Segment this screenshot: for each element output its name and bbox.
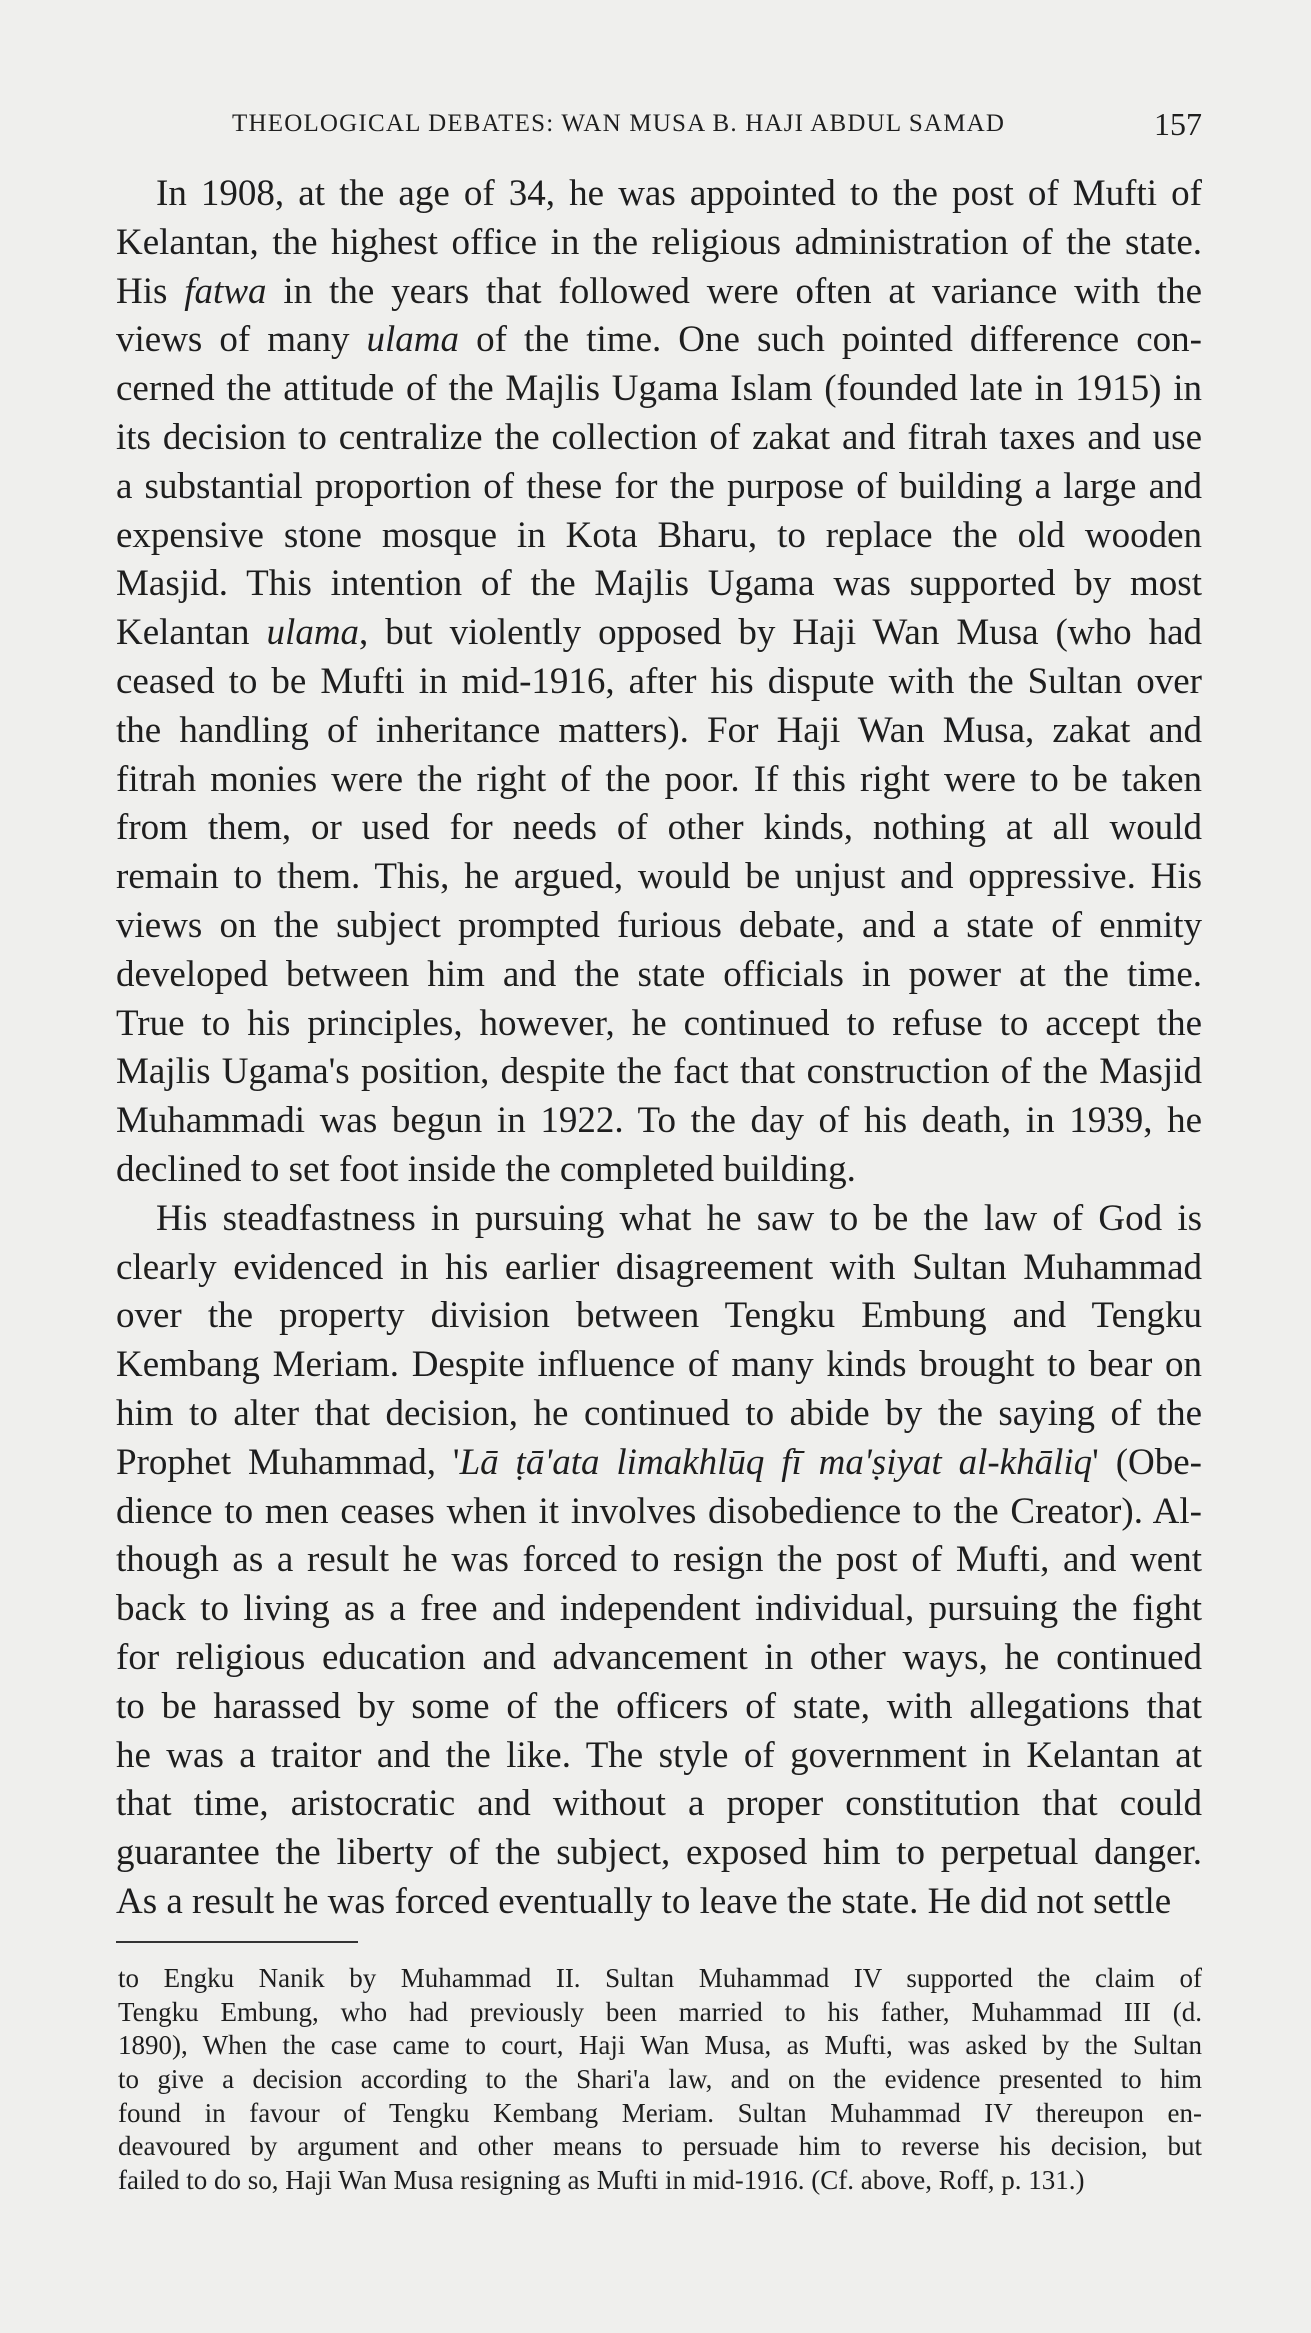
text-segment: in the years that followed were often at variance with the — [266, 270, 1203, 312]
text-line — [116, 658, 1202, 707]
text-segment: though as a result he was forced to resign the post of Mufti, and went — [116, 1539, 1202, 1581]
text-line — [116, 756, 1202, 805]
text-segment: In 1908, at the age of 34, he was appointed to the post of Mufti of — [156, 173, 1202, 214]
text-segment: expensive stone mosque in Kota Bharu, to replace the old wooden — [116, 514, 1202, 556]
text-line — [116, 1536, 1202, 1585]
text-line — [116, 1683, 1202, 1732]
running-head: THEOLOGICAL DEBATES: WAN MUSA B. HAJI ABDUL SAMAD — [232, 110, 1006, 137]
text-segment: from them, or used for needs of other kinds, nothing at all would — [116, 807, 1202, 849]
footnote-rule — [116, 1941, 358, 1943]
text-line — [116, 853, 1202, 902]
text-line — [116, 1439, 1202, 1488]
text-segment: the handling of inheritance matters). For Haji Wan Musa, zakat and — [116, 709, 1202, 751]
text-line — [116, 1732, 1202, 1781]
text-line — [116, 1878, 1202, 1927]
text-segment: dience to men ceases when it involves disobedience to the Creator). Al- — [116, 1490, 1202, 1532]
text-segment: of the time. One such pointed difference con- — [459, 319, 1202, 361]
text-segment: His steadfastness in pursuing what he saw to be the law of God is — [156, 1197, 1202, 1239]
text-segment: Masjid. This intention of the Majlis Ugama was supported by most — [116, 563, 1202, 605]
footnote-line: failed to do so, Haji Wan Musa resigning as Mufti in mid-1916. (Cf. above, Roff, p. 131.) — [118, 2165, 1085, 2196]
text-line — [116, 1097, 1202, 1146]
page-number: 157 — [1154, 106, 1202, 142]
text-line — [116, 1000, 1202, 1049]
text-line — [116, 1488, 1202, 1537]
text-segment: back to living as a free and independent individual, pursuing the fight — [116, 1588, 1202, 1630]
text-segment: that time, aristocratic and without a proper constitution that could — [116, 1783, 1202, 1825]
text-segment: cerned the attitude of the Majlis Ugama Islam (founded late in 1915) in — [116, 368, 1202, 410]
text-line — [116, 1244, 1202, 1293]
text-segment: he was a traitor and the like. The style of government in Kelantan at — [116, 1734, 1202, 1776]
italic-term: Lā ṭā'ata limakhlūq fī ma'ṣiyat al-khāliq — [459, 1441, 1093, 1483]
text-segment: As a result he was forced eventually to leave the state. He did not settle — [116, 1880, 1172, 1922]
text-line — [116, 1048, 1202, 1097]
text-segment: clearly evidenced in his earlier disagreement with Sultan Muhammad — [116, 1246, 1202, 1288]
text-line — [116, 560, 1202, 609]
text-line — [116, 804, 1202, 853]
text-segment: him to alter that decision, he continued to abide by the saying of the — [116, 1392, 1202, 1434]
text-segment: His — [116, 270, 185, 312]
text-segment: Majlis Ugama's position, despite the fact that construction of the Masjid — [116, 1051, 1202, 1093]
body-text — [116, 170, 1202, 1927]
text-segment: for religious education and advancement in other ways, he continued — [116, 1636, 1202, 1678]
text-segment: its decision to centralize the collection of zakat and fitrah taxes and use — [116, 416, 1202, 458]
text-segment: over the property division between Tengku Embung and Tengku — [116, 1295, 1202, 1337]
text-segment: views on the subject prompted furious debate, and a state of enmity — [116, 904, 1202, 946]
text-line — [116, 1829, 1202, 1878]
text-line — [116, 1390, 1202, 1439]
text-line — [116, 316, 1202, 365]
text-segment: fitrah monies were the right of the poor. If this right were to be taken — [116, 758, 1202, 800]
italic-term: ulama — [366, 319, 460, 361]
text-line — [116, 414, 1202, 463]
text-line — [116, 1780, 1202, 1829]
footnote-line: Tengku Embung, who had previously been married to his father, Muhammad III (d. — [118, 1996, 1202, 2027]
text-line — [116, 268, 1202, 317]
text-line — [116, 1585, 1202, 1634]
text-line — [116, 219, 1202, 268]
footnote-line: to Engku Nanik by Muhammad II. Sultan Muhammad IV supported the claim of — [118, 1963, 1202, 1993]
page-header — [232, 106, 1202, 146]
footnote-line: deavoured by argument and other means to persuade him to reverse his decision, but — [118, 2131, 1202, 2162]
text-segment: views of many — [116, 319, 367, 361]
text-segment: declined to set foot inside the completed building. — [116, 1148, 856, 1190]
text-segment: Muhammadi was begun in 1922. To the day of his death, in 1939, he — [116, 1100, 1202, 1142]
text-line — [116, 609, 1202, 658]
footnote — [118, 1962, 1202, 2198]
italic-term: fatwa — [184, 270, 267, 312]
text-line — [116, 463, 1202, 512]
text-line — [116, 1195, 1202, 1244]
text-segment: remain to them. This, he argued, would be unjust and oppressive. His — [116, 856, 1202, 898]
footnote-line: 1890), When the case came to court, Haji Wan Musa, as Mufti, was asked by the Sultan — [118, 2030, 1202, 2061]
italic-term: ulama — [266, 612, 360, 654]
footnote-line: to give a decision according to the Shari'a law, and on the evidence presented to him — [118, 2064, 1202, 2095]
footnote-line: found in favour of Tengku Kembang Meriam. Sultan Muhammad IV thereupon en- — [118, 2097, 1202, 2128]
text-segment: True to his principles, however, he continued to refuse to accept the — [116, 1002, 1202, 1044]
text-line — [116, 1341, 1202, 1390]
text-segment: ceased to be Mufti in mid-1916, after his dispute with the Sultan over — [116, 660, 1202, 702]
text-line — [116, 1146, 1202, 1195]
text-line — [116, 902, 1202, 951]
text-line — [116, 512, 1202, 561]
text-segment: developed between him and the state officials in power at the time. — [116, 953, 1202, 995]
text-line — [116, 170, 1202, 219]
text-segment: , but violently opposed by Haji Wan Musa (who had — [359, 612, 1202, 654]
text-line — [116, 951, 1202, 1000]
text-segment: Prophet Muhammad, ' — [116, 1441, 460, 1483]
text-line — [116, 1634, 1202, 1683]
text-segment: a substantial proportion of these for the purpose of building a large and — [116, 465, 1202, 507]
text-line — [116, 365, 1202, 414]
text-segment: ' (Obe- — [1092, 1441, 1202, 1483]
text-segment: to be harassed by some of the officers of state, with allegations that — [116, 1685, 1202, 1727]
text-line — [116, 707, 1202, 756]
text-segment: Kelantan, the highest office in the religious administration of the state. — [116, 221, 1202, 263]
text-segment: Kembang Meriam. Despite influence of many kinds brought to bear on — [116, 1344, 1202, 1386]
text-line — [116, 1292, 1202, 1341]
text-segment: guarantee the liberty of the subject, exposed him to perpetual danger. — [116, 1832, 1202, 1874]
text-segment: Kelantan — [116, 612, 267, 654]
